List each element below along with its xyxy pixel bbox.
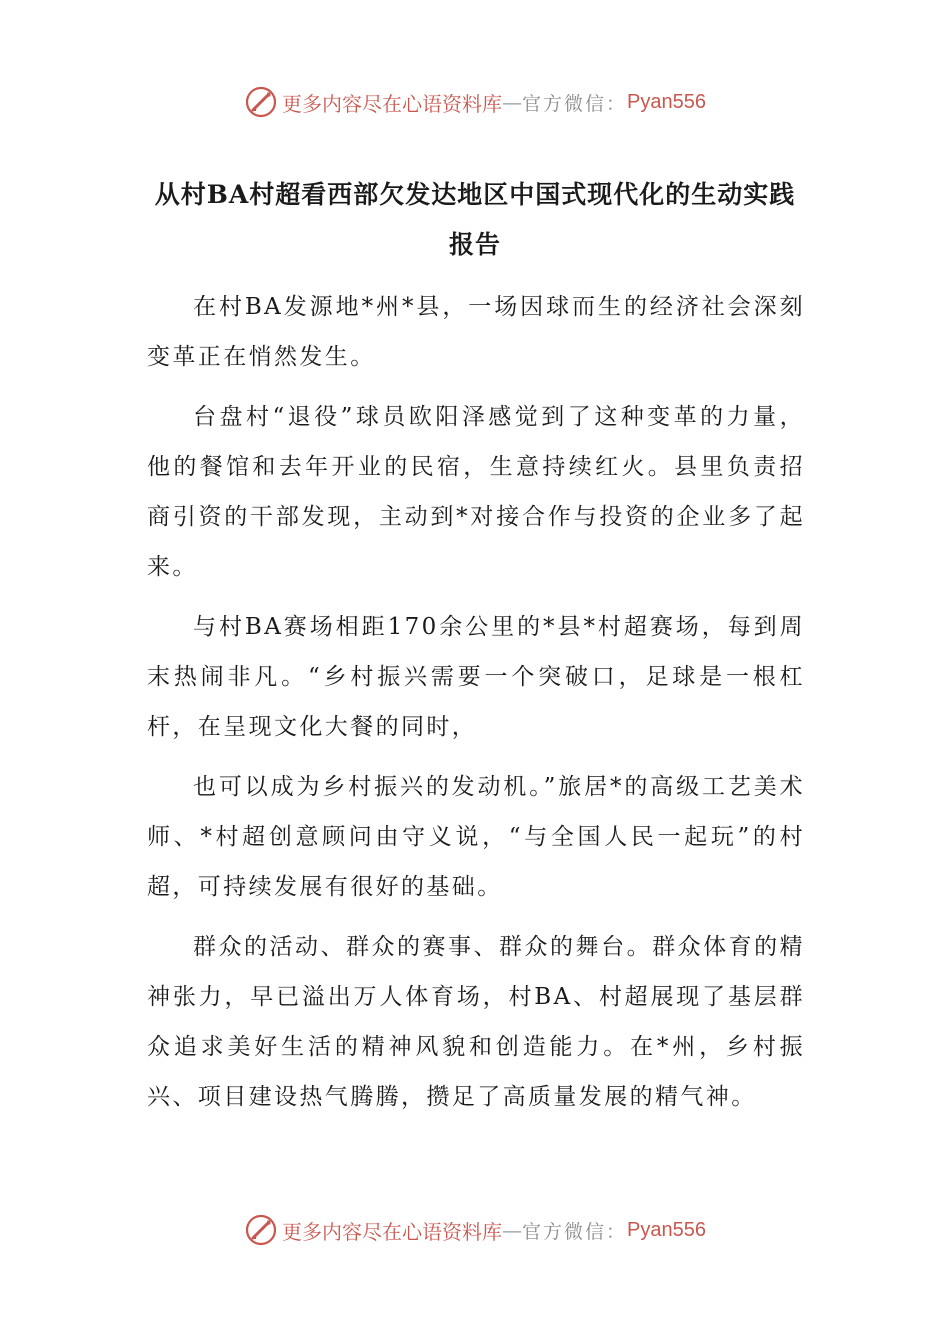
banner-wechat-id: Pyan556 [627,90,706,113]
document-body [147,282,805,1132]
paragraph: 也可以成为乡村振兴的发动机。”旅居*的高级工艺美术师、*村超创意顾问由守义说，“与全国人民一起玩”的村超，可持续发展有很好的基础。 [147,774,805,900]
paragraph: 群众的活动、群众的赛事、群众的舞台。群众体育的精神张力，早已溢出万人体育场，村BA、村超展现了基层群众追求美好生活的精神风貌和创造能力。在*州，乡村振兴、项目建设热气腾腾，攒足了高质量发展的精气神。 [147,934,805,1110]
document-title: 从村BA村超看西部欠发达地区中国式现代化的生动实践报告 [154,180,796,259]
banner-wechat-label: 官方微信： [522,92,628,115]
banner-dash: — [502,90,522,114]
header-banner [0,82,950,122]
pen-logo-icon [244,85,278,119]
footer-banner [0,1210,950,1250]
pen-logo-icon [244,1213,278,1247]
banner-text: 更多内容尽在心语资料库 [282,91,502,116]
banner-wechat-id: Pyan556 [627,1218,706,1241]
paragraph: 在村BA发源地*州*县，一场因球而生的经济社会深刻变革正在悄然发生。 [147,294,805,370]
banner-wechat-label: 官方微信： [522,1220,628,1243]
paragraph: 与村BA赛场相距170余公里的*县*村超赛场，每到周末热闹非凡。“乡村振兴需要一个突破口，足球是一根杠杆，在呈现文化大餐的同时， [147,614,805,740]
banner-dash: — [502,1218,522,1242]
paragraph: 台盘村“退役”球员欧阳泽感觉到了这种变革的力量，他的餐馆和去年开业的民宿，生意持续红火。县里负责招商引资的干部发现，主动到*对接合作与投资的企业多了起来。 [147,404,805,580]
banner-text: 更多内容尽在心语资料库 [282,1219,502,1244]
